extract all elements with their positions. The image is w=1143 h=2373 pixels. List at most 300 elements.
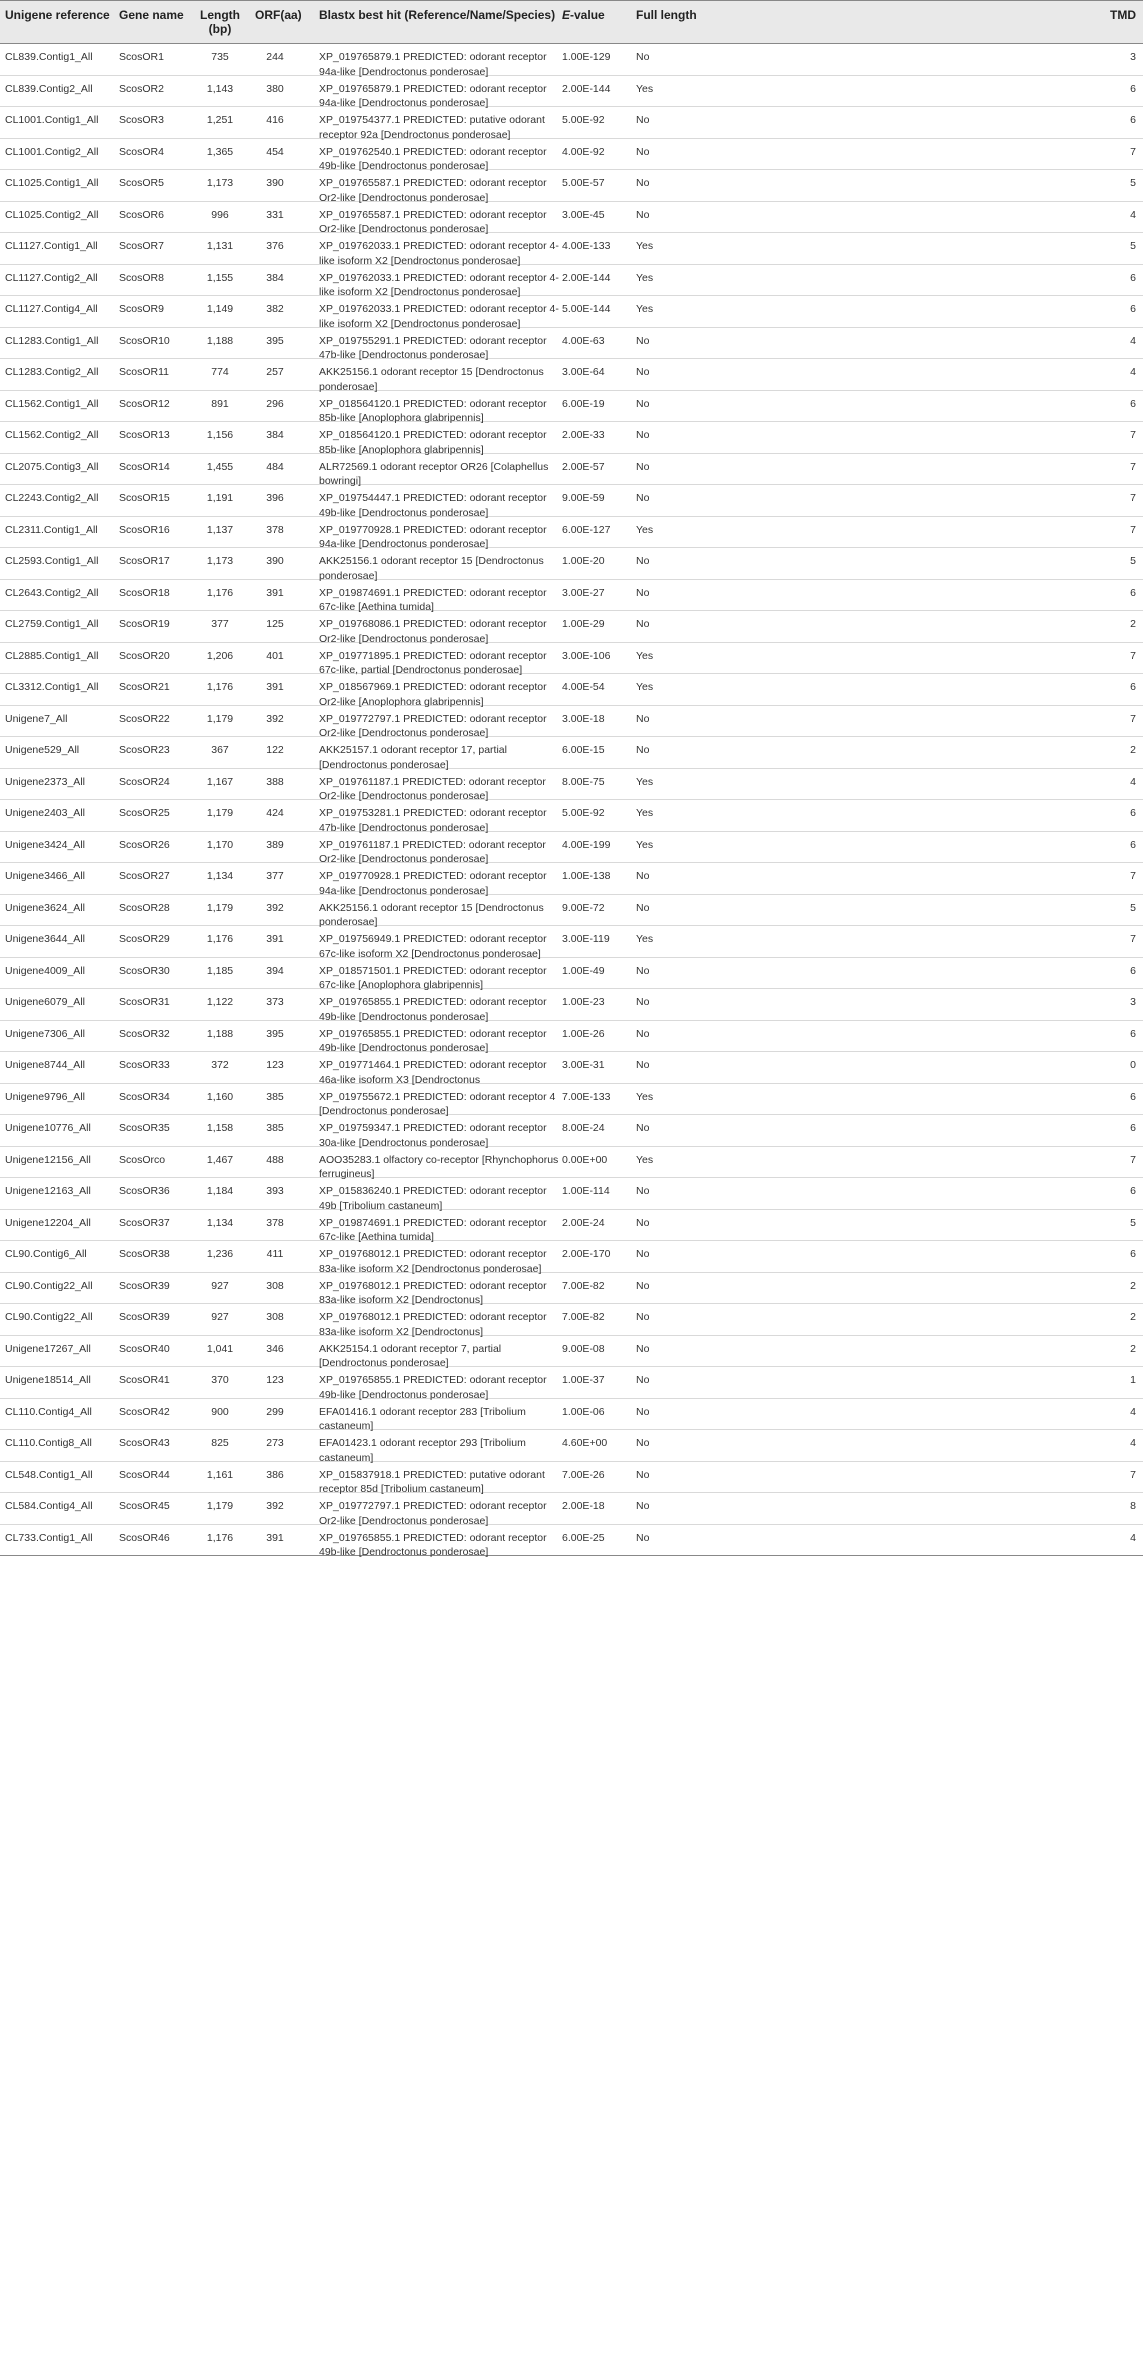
header-evalue-suffix: -value: [570, 8, 605, 22]
unigene-reference-cell: CL3312.Contig1_All: [5, 681, 99, 693]
table-header: [0, 0, 1143, 44]
full-length-cell: No: [636, 177, 650, 189]
full-length-cell: No: [636, 51, 650, 63]
gene-name-cell: ScosOR13: [119, 429, 170, 441]
table-row: [0, 1178, 1143, 1210]
header-evalue-prefix: E: [562, 8, 571, 22]
length-cell: 927: [211, 1279, 229, 1292]
full-length-cell: No: [636, 1311, 650, 1323]
tmd-cell: 6: [1130, 397, 1136, 410]
tmd-cell: 3: [1130, 51, 1136, 63]
length-cell: 1,176: [206, 681, 234, 693]
blastx-hit-cell: XP_019765587.1 PREDICTED: odorant receptor Or2-like [Dendroctonus ponderosae]: [319, 177, 547, 204]
orf-cell: 385: [266, 1122, 284, 1134]
gene-name-cell: ScosOR35: [119, 1122, 170, 1134]
blastx-hit-cell: XP_019765855.1 PREDICTED: odorant receptor 49b-like [Dendroctonus ponderosae]: [319, 1374, 547, 1401]
evalue-cell: 6.00E-19: [562, 397, 605, 410]
table-row: [0, 139, 1143, 171]
length-cell: 1,206: [206, 649, 234, 662]
unigene-reference-cell: CL584.Contig4_All: [5, 1500, 93, 1512]
length-cell: 1,176: [206, 586, 234, 599]
evalue-cell: 7.00E-82: [562, 1311, 605, 1323]
gene-name-cell: ScosOR28: [119, 901, 170, 914]
blastx-hit-cell: AKK25156.1 odorant receptor 15 [Dendroctonus ponderosae]: [319, 555, 544, 582]
evalue-cell: 0.00E+00: [562, 1153, 608, 1166]
evalue-cell: 8.00E-24: [562, 1122, 605, 1134]
tmd-cell: 2: [1130, 618, 1136, 630]
gene-name-cell: ScosOR5: [119, 177, 164, 189]
table-row: [0, 44, 1143, 76]
orf-cell: 488: [266, 1153, 284, 1166]
orf-cell: 296: [266, 397, 284, 410]
evalue-cell: 9.00E-08: [562, 1342, 605, 1355]
length-cell: 1,158: [206, 1122, 234, 1134]
table-row: [0, 485, 1143, 517]
table-row: [0, 832, 1143, 864]
evalue-cell: 3.00E-45: [562, 208, 605, 221]
orf-cell: 411: [266, 1248, 284, 1260]
unigene-reference-cell: Unigene3624_All: [5, 901, 85, 914]
table-row: [0, 1430, 1143, 1462]
blastx-hit-cell: AKK25156.1 odorant receptor 15 [Dendroctonus ponderosae]: [319, 366, 544, 393]
table-row: [0, 706, 1143, 738]
length-cell: 1,173: [206, 555, 234, 567]
table-row: [0, 674, 1143, 706]
orf-cell: 393: [266, 1185, 284, 1197]
gene-name-cell: ScosOR22: [119, 712, 170, 725]
full-length-cell: No: [636, 208, 650, 221]
header-length-line1: Length: [200, 8, 240, 22]
length-cell: 996: [211, 208, 229, 221]
unigene-reference-cell: CL548.Contig1_All: [5, 1468, 93, 1481]
blastx-hit-cell: AKK25156.1 odorant receptor 15 [Dendroctonus ponderosae]: [319, 901, 544, 928]
orf-cell: 391: [266, 933, 284, 945]
gene-name-cell: ScosOR14: [119, 460, 170, 473]
blastx-hit-cell: AKK25154.1 odorant receptor 7, partial [Dendroctonus ponderosae]: [319, 1342, 502, 1369]
gene-name-cell: ScosOR43: [119, 1437, 170, 1449]
gene-name-cell: ScosOR34: [119, 1090, 170, 1103]
blastx-hit-cell: XP_019770928.1 PREDICTED: odorant receptor 94a-like [Dendroctonus ponderosae]: [319, 523, 547, 550]
orf-cell: 384: [266, 271, 284, 284]
tmd-cell: 7: [1130, 1468, 1136, 1481]
gene-name-cell: ScosOR33: [119, 1059, 170, 1071]
unigene-reference-cell: CL1001.Contig2_All: [5, 145, 99, 158]
evalue-cell: 4.60E+00: [562, 1437, 608, 1449]
length-cell: 1,179: [206, 901, 234, 914]
orf-cell: 382: [266, 303, 284, 315]
tmd-cell: 7: [1130, 933, 1136, 945]
full-length-cell: Yes: [636, 933, 654, 945]
gene-name-cell: ScosOR32: [119, 1027, 170, 1040]
gene-name-cell: ScosOR25: [119, 807, 170, 819]
tmd-cell: 7: [1130, 649, 1136, 662]
evalue-cell: 6.00E-127: [562, 523, 611, 536]
tmd-cell: 4: [1130, 775, 1136, 788]
gene-name-cell: ScosOR29: [119, 933, 170, 945]
blastx-hit-cell: XP_019762033.1 PREDICTED: odorant receptor 4-like isoform X2 [Dendroctonus ponderosae]: [319, 240, 559, 267]
tmd-cell: 4: [1130, 1437, 1136, 1449]
table-row: [0, 454, 1143, 486]
table-row: [0, 1304, 1143, 1336]
full-length-cell: No: [636, 870, 650, 882]
tmd-cell: 1: [1130, 1374, 1136, 1386]
tmd-cell: 5: [1130, 1216, 1136, 1229]
blastx-hit-cell: XP_018564120.1 PREDICTED: odorant receptor 85b-like [Anoplophora glabripennis]: [319, 397, 547, 424]
evalue-cell: 8.00E-75: [562, 775, 605, 788]
table-row: [0, 1493, 1143, 1525]
tmd-cell: 6: [1130, 1090, 1136, 1103]
unigene-reference-cell: Unigene7306_All: [5, 1027, 85, 1040]
tmd-cell: 5: [1130, 555, 1136, 567]
length-cell: 1,191: [206, 492, 234, 504]
orf-cell: 391: [266, 1531, 284, 1544]
table-row: [0, 202, 1143, 234]
table-row: [0, 1462, 1143, 1494]
gene-name-cell: ScosOR10: [119, 334, 170, 347]
tmd-cell: 6: [1130, 838, 1136, 851]
evalue-cell: 2.00E-33: [562, 429, 605, 441]
orf-cell: 389: [266, 838, 284, 851]
evalue-cell: 1.00E-138: [562, 870, 611, 882]
tmd-cell: 2: [1130, 1342, 1136, 1355]
orf-cell: 388: [266, 775, 284, 788]
gene-name-cell: ScosOR1: [119, 51, 164, 63]
orf-cell: 390: [266, 177, 284, 189]
tmd-cell: 6: [1130, 1027, 1136, 1040]
unigene-reference-cell: CL1025.Contig2_All: [5, 208, 99, 221]
tmd-cell: 5: [1130, 240, 1136, 252]
full-length-cell: No: [636, 1216, 650, 1229]
tmd-cell: 2: [1130, 1279, 1136, 1292]
evalue-cell: 1.00E-29: [562, 618, 605, 630]
evalue-cell: 5.00E-144: [562, 303, 611, 315]
table-row: [0, 107, 1143, 139]
unigene-reference-cell: Unigene3644_All: [5, 933, 85, 945]
length-cell: 891: [211, 397, 229, 410]
gene-name-cell: ScosOR38: [119, 1248, 170, 1260]
blastx-hit-cell: XP_019768012.1 PREDICTED: odorant receptor 83a-like isoform X2 [Dendroctonus]: [319, 1311, 547, 1338]
full-length-cell: No: [636, 334, 650, 347]
orf-cell: 394: [266, 964, 284, 977]
gene-name-cell: ScosOR20: [119, 649, 170, 662]
full-length-cell: No: [636, 1468, 650, 1481]
length-cell: 735: [211, 51, 229, 63]
orf-cell: 454: [266, 145, 284, 158]
evalue-cell: 1.00E-114: [562, 1185, 610, 1197]
orf-cell: 331: [266, 208, 284, 221]
full-length-cell: No: [636, 366, 650, 378]
unigene-reference-cell: Unigene6079_All: [5, 996, 85, 1008]
full-length-cell: No: [636, 1342, 650, 1355]
orf-cell: 390: [266, 555, 284, 567]
table-row: [0, 233, 1143, 265]
table-row: [0, 1084, 1143, 1116]
gene-name-cell: ScosOR17: [119, 555, 170, 567]
blastx-hit-cell: XP_019762540.1 PREDICTED: odorant receptor 49b-like [Dendroctonus ponderosae]: [319, 145, 547, 172]
tmd-cell: 6: [1130, 303, 1136, 315]
evalue-cell: 9.00E-72: [562, 901, 605, 914]
table-row: [0, 548, 1143, 580]
tmd-cell: 6: [1130, 681, 1136, 693]
orf-cell: 395: [266, 334, 284, 347]
tmd-cell: 2: [1130, 1311, 1136, 1323]
full-length-cell: No: [636, 460, 650, 473]
unigene-reference-cell: CL1283.Contig1_All: [5, 334, 99, 347]
full-length-cell: Yes: [636, 681, 654, 693]
orf-cell: 257: [266, 366, 284, 378]
full-length-cell: No: [636, 996, 650, 1008]
tmd-cell: 4: [1130, 366, 1136, 378]
blastx-hit-cell: XP_019761187.1 PREDICTED: odorant receptor Or2-like [Dendroctonus ponderosae]: [319, 838, 546, 865]
blastx-hit-cell: XP_019765855.1 PREDICTED: odorant receptor 49b-like [Dendroctonus ponderosae]: [319, 996, 547, 1023]
unigene-reference-cell: CL839.Contig2_All: [5, 82, 93, 95]
full-length-cell: No: [636, 492, 650, 504]
header-unigene-reference: Unigene reference: [5, 8, 110, 22]
unigene-reference-cell: Unigene12204_All: [5, 1216, 91, 1229]
unigene-reference-cell: CL2243.Contig2_All: [5, 492, 99, 504]
evalue-cell: 7.00E-133: [562, 1090, 611, 1103]
length-cell: 1,179: [206, 807, 234, 819]
table-row: [0, 926, 1143, 958]
gene-name-cell: ScosOR46: [119, 1531, 170, 1544]
blastx-hit-cell: XP_019771464.1 PREDICTED: odorant receptor 46a-like isoform X3 [Dendroctonus: [319, 1059, 547, 1086]
evalue-cell: 3.00E-31: [562, 1059, 605, 1071]
length-cell: 825: [211, 1437, 229, 1449]
table-row: [0, 422, 1143, 454]
blastx-hit-cell: XP_019761187.1 PREDICTED: odorant receptor Or2-like [Dendroctonus ponderosae]: [319, 775, 546, 802]
table-row: [0, 517, 1143, 549]
tmd-cell: 4: [1130, 1405, 1136, 1418]
blastx-hit-cell: XP_018571501.1 PREDICTED: odorant receptor 67c-like [Anoplophora glabripennis]: [319, 964, 547, 991]
blastx-hit-cell: XP_019762033.1 PREDICTED: odorant receptor 4-like isoform X2 [Dendroctonus ponderosae]: [319, 271, 559, 298]
orf-cell: 385: [266, 1090, 284, 1103]
evalue-cell: 2.00E-24: [562, 1216, 605, 1229]
header-length: [200, 8, 240, 36]
tmd-cell: 7: [1130, 145, 1136, 158]
length-cell: 370: [211, 1374, 229, 1386]
length-cell: 1,467: [206, 1153, 234, 1166]
blastx-hit-cell: XP_019765879.1 PREDICTED: odorant receptor 94a-like [Dendroctonus ponderosae]: [319, 51, 547, 78]
orf-cell: 391: [266, 681, 284, 693]
orf-cell: 396: [266, 492, 284, 504]
full-length-cell: No: [636, 1185, 650, 1197]
table-row: [0, 580, 1143, 612]
orf-cell: 377: [266, 870, 284, 882]
full-length-cell: No: [636, 712, 650, 725]
orf-cell: 380: [266, 82, 284, 95]
blastx-hit-cell: XP_019762033.1 PREDICTED: odorant receptor 4-like isoform X2 [Dendroctonus ponderosae]: [319, 303, 559, 330]
gene-name-cell: ScosOR42: [119, 1405, 170, 1418]
orf-cell: 373: [266, 996, 284, 1008]
tmd-cell: 6: [1130, 964, 1136, 977]
table-row: [0, 265, 1143, 297]
full-length-cell: No: [636, 964, 650, 977]
length-cell: 1,188: [206, 334, 234, 347]
evalue-cell: 3.00E-64: [562, 366, 605, 378]
unigene-reference-cell: CL839.Contig1_All: [5, 51, 93, 63]
tmd-cell: 6: [1130, 807, 1136, 819]
length-cell: 1,179: [206, 1500, 234, 1512]
full-length-cell: No: [636, 114, 650, 126]
gene-name-cell: ScosOR23: [119, 744, 170, 756]
unigene-reference-cell: CL1025.Contig1_All: [5, 177, 99, 189]
gene-name-cell: ScosOR6: [119, 208, 164, 221]
full-length-cell: No: [636, 1405, 650, 1418]
orf-cell: 244: [266, 51, 284, 63]
length-cell: 1,122: [206, 996, 234, 1008]
evalue-cell: 2.00E-18: [562, 1500, 605, 1512]
table-row: [0, 296, 1143, 328]
blastx-hit-cell: XP_018567969.1 PREDICTED: odorant receptor Or2-like [Anoplophora glabripennis]: [319, 681, 547, 708]
header-blastx-best-hit: Blastx best hit (Reference/Name/Species): [319, 8, 556, 22]
full-length-cell: Yes: [636, 1090, 654, 1103]
length-cell: 367: [211, 744, 229, 756]
full-length-cell: No: [636, 1027, 650, 1040]
tmd-cell: 6: [1130, 1185, 1136, 1197]
full-length-cell: No: [636, 586, 650, 599]
blastx-hit-cell: XP_019772797.1 PREDICTED: odorant receptor Or2-like [Dendroctonus ponderosae]: [319, 1500, 547, 1527]
table-row: [0, 737, 1143, 769]
evalue-cell: 4.00E-133: [562, 240, 611, 252]
gene-name-cell: ScosOR9: [119, 303, 164, 315]
gene-name-cell: ScosOrco: [119, 1153, 166, 1166]
unigene-reference-cell: Unigene7_All: [5, 712, 68, 725]
table-row: [0, 643, 1143, 675]
evalue-cell: 3.00E-119: [562, 933, 610, 945]
orf-cell: 125: [266, 618, 284, 630]
gene-name-cell: ScosOR37: [119, 1216, 170, 1229]
full-length-cell: Yes: [636, 523, 654, 536]
full-length-cell: No: [636, 1248, 650, 1260]
unigene-reference-cell: Unigene10776_All: [5, 1122, 91, 1134]
blastx-hit-cell: XP_019765587.1 PREDICTED: odorant receptor Or2-like [Dendroctonus ponderosae]: [319, 208, 547, 235]
header-length-line2: (bp): [208, 22, 232, 36]
blastx-hit-cell: XP_019770928.1 PREDICTED: odorant receptor 94a-like [Dendroctonus ponderosae]: [319, 870, 547, 897]
gene-name-cell: ScosOR30: [119, 964, 170, 977]
length-cell: 372: [211, 1059, 229, 1071]
gene-name-cell: ScosOR19: [119, 618, 170, 630]
length-cell: 1,170: [206, 838, 234, 851]
tmd-cell: 5: [1130, 901, 1136, 914]
table-row: [0, 170, 1143, 202]
blastx-hit-cell: XP_019759347.1 PREDICTED: odorant receptor 30a-like [Dendroctonus ponderosae]: [319, 1122, 547, 1149]
table-row: [0, 1273, 1143, 1305]
orf-cell: 376: [266, 240, 284, 252]
gene-name-cell: ScosOR18: [119, 586, 170, 599]
gene-name-cell: ScosOR39: [119, 1279, 170, 1292]
unigene-reference-cell: Unigene529_All: [5, 744, 80, 756]
length-cell: 1,176: [206, 1531, 234, 1544]
full-length-cell: No: [636, 1531, 650, 1544]
blastx-hit-cell: XP_019754447.1 PREDICTED: odorant receptor 49b-like [Dendroctonus ponderosae]: [319, 492, 547, 519]
tmd-cell: 6: [1130, 1122, 1136, 1134]
unigene-reference-cell: CL733.Contig1_All: [5, 1531, 93, 1544]
orf-cell: 299: [266, 1405, 284, 1418]
table-row: [0, 76, 1143, 108]
table-row: [0, 328, 1143, 360]
evalue-cell: 1.00E-37: [562, 1374, 605, 1386]
unigene-reference-cell: CL1127.Contig4_All: [5, 303, 98, 315]
blastx-hit-cell: XP_018564120.1 PREDICTED: odorant receptor 85b-like [Anoplophora glabripennis]: [319, 429, 547, 456]
evalue-cell: 6.00E-25: [562, 1531, 605, 1544]
full-length-cell: No: [636, 1059, 650, 1071]
table-row: [0, 800, 1143, 832]
unigene-reference-cell: CL2311.Contig1_All: [5, 523, 98, 536]
length-cell: 1,167: [206, 775, 234, 788]
gene-name-cell: ScosOR36: [119, 1185, 170, 1197]
orf-cell: 346: [266, 1342, 284, 1355]
full-length-cell: No: [636, 618, 650, 630]
length-cell: 1,185: [206, 964, 234, 977]
length-cell: 1,173: [206, 177, 234, 189]
full-length-cell: No: [636, 744, 650, 756]
tmd-cell: 6: [1130, 82, 1136, 95]
full-length-cell: No: [636, 555, 650, 567]
table-row: [0, 895, 1143, 927]
evalue-cell: 3.00E-27: [562, 586, 605, 599]
evalue-cell: 1.00E-20: [562, 555, 605, 567]
evalue-cell: 5.00E-92: [562, 114, 605, 126]
tmd-cell: 3: [1130, 996, 1136, 1008]
blastx-hit-cell: XP_019874691.1 PREDICTED: odorant receptor 67c-like [Aethina tumida]: [319, 586, 547, 613]
evalue-cell: 2.00E-57: [562, 460, 605, 473]
blastx-hit-cell: XP_019765855.1 PREDICTED: odorant receptor 49b-like [Dendroctonus ponderosae]: [319, 1027, 547, 1054]
unigene-reference-cell: CL2759.Contig1_All: [5, 618, 99, 630]
unigene-reference-cell: CL1562.Contig2_All: [5, 429, 99, 441]
gene-name-cell: ScosOR39: [119, 1311, 170, 1323]
evalue-cell: 3.00E-18: [562, 712, 605, 725]
gene-name-cell: ScosOR27: [119, 870, 170, 882]
tmd-cell: 6: [1130, 271, 1136, 284]
blastx-hit-cell: XP_019756949.1 PREDICTED: odorant receptor 67c-like isoform X2 [Dendroctonus ponderosae]: [319, 933, 547, 960]
length-cell: 1,188: [206, 1027, 234, 1040]
tmd-cell: 7: [1130, 429, 1136, 441]
full-length-cell: Yes: [636, 82, 654, 95]
header-orf: ORF(aa): [255, 8, 302, 22]
unigene-reference-cell: Unigene2373_All: [5, 775, 85, 788]
evalue-cell: 7.00E-82: [562, 1279, 605, 1292]
tmd-cell: 6: [1130, 114, 1136, 126]
unigene-reference-cell: CL110.Contig8_All: [5, 1437, 92, 1449]
table-row: [0, 391, 1143, 423]
gene-name-cell: ScosOR11: [119, 366, 169, 378]
unigene-reference-cell: CL2643.Contig2_All: [5, 586, 99, 599]
length-cell: 377: [211, 618, 229, 630]
full-length-cell: No: [636, 1122, 650, 1134]
blastx-hit-cell: EFA01423.1 odorant receptor 293 [Tribolium castaneum]: [319, 1437, 526, 1464]
evalue-cell: 9.00E-59: [562, 492, 605, 504]
length-cell: 1,134: [206, 1216, 234, 1229]
blastx-hit-cell: XP_019755291.1 PREDICTED: odorant receptor 47b-like [Dendroctonus ponderosae]: [319, 334, 547, 361]
evalue-cell: 6.00E-15: [562, 744, 605, 756]
blastx-hit-cell: XP_019768086.1 PREDICTED: odorant receptor Or2-like [Dendroctonus ponderosae]: [319, 618, 547, 645]
evalue-cell: 3.00E-106: [562, 649, 611, 662]
evalue-cell: 4.00E-54: [562, 681, 605, 693]
table-row: [0, 611, 1143, 643]
unigene-reference-cell: CL2075.Contig3_All: [5, 460, 99, 473]
blastx-hit-cell: ALR72569.1 odorant receptor OR26 [Colaphellus bowringi]: [319, 460, 549, 487]
gene-name-cell: ScosOR16: [119, 523, 170, 536]
unigene-reference-cell: CL1127.Contig2_All: [5, 271, 98, 284]
tmd-cell: 7: [1130, 492, 1136, 504]
table-row: [0, 1367, 1143, 1399]
tmd-cell: 6: [1130, 586, 1136, 599]
full-length-cell: No: [636, 901, 650, 914]
orf-cell: 123: [266, 1374, 284, 1386]
tmd-cell: 7: [1130, 460, 1136, 473]
tmd-cell: 4: [1130, 1531, 1136, 1544]
unigene-reference-cell: Unigene2403_All: [5, 807, 85, 819]
